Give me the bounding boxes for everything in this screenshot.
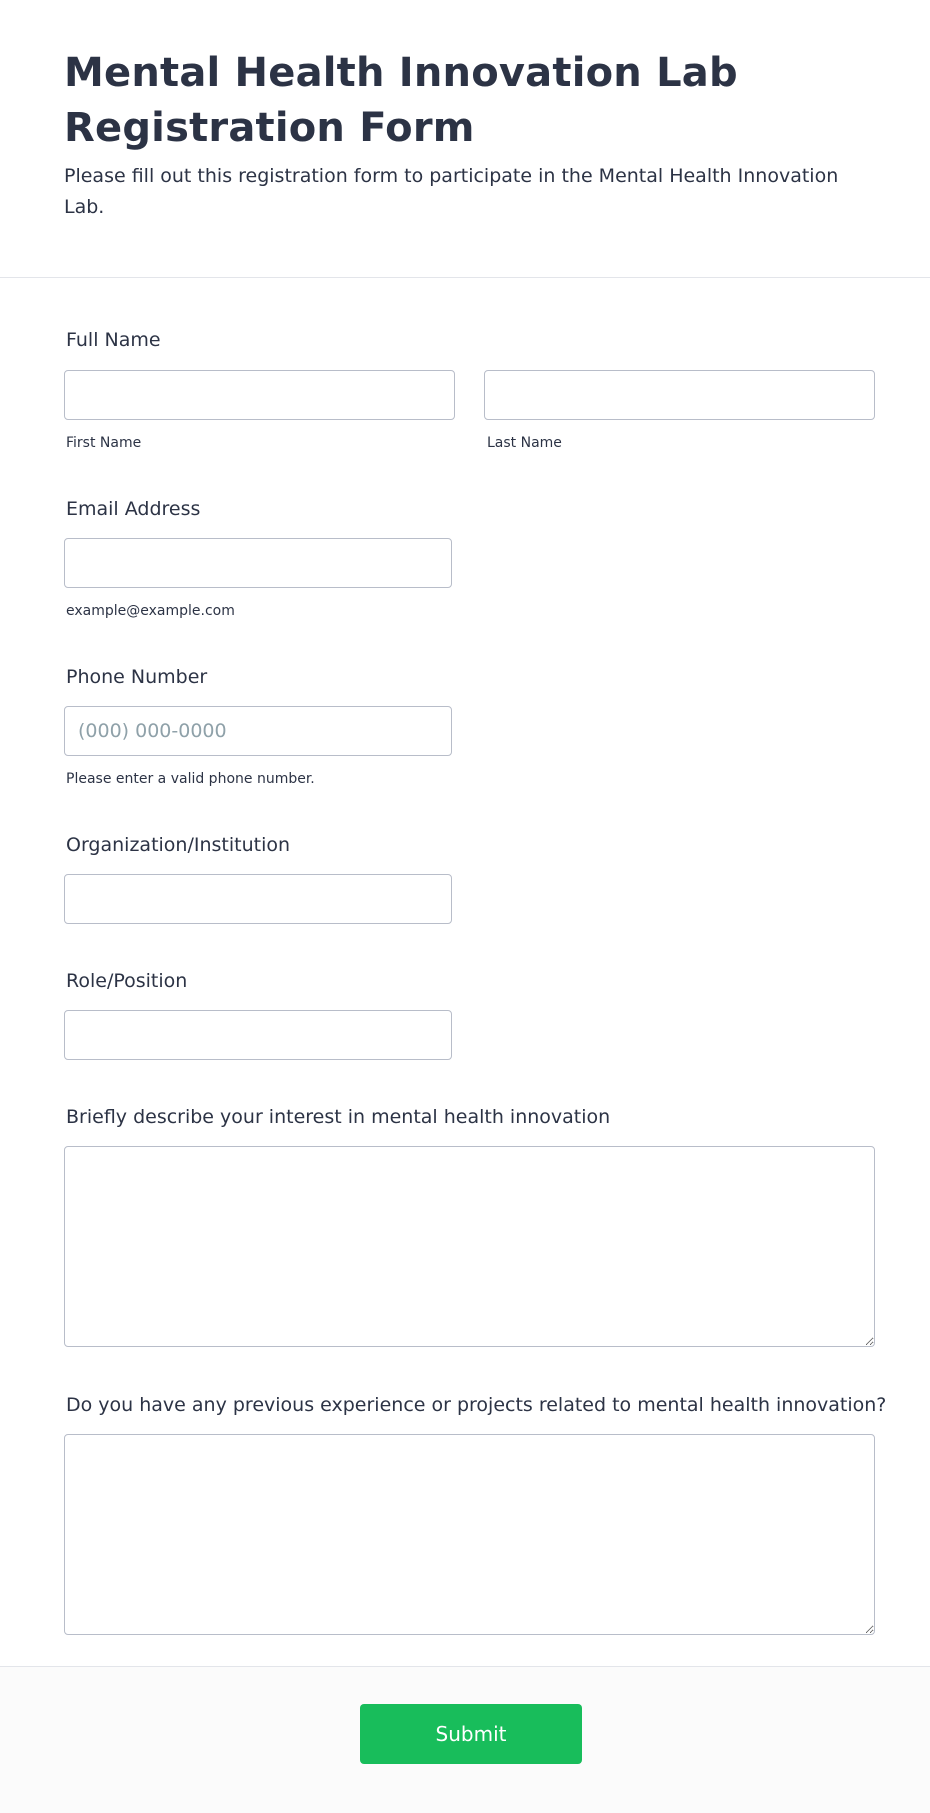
first-name-sublabel: First Name [66, 435, 142, 451]
organization-label: Organization/Institution [66, 834, 291, 856]
role-input[interactable] [64, 1010, 452, 1060]
first-name-input[interactable] [64, 370, 455, 420]
email-input[interactable] [64, 538, 452, 588]
experience-textarea[interactable] [64, 1434, 875, 1635]
full-name-label: Full Name [66, 329, 161, 351]
phone-label: Phone Number [66, 666, 208, 688]
phone-input[interactable] [64, 706, 452, 756]
page-title: Mental Health Innovation Lab Registration Form [64, 50, 738, 151]
organization-input[interactable] [64, 874, 452, 924]
interest-textarea[interactable] [64, 1146, 875, 1347]
interest-label: Briefly describe your interest in mental health innovation [66, 1106, 611, 1128]
role-label: Role/Position [66, 970, 188, 992]
email-sublabel: example@example.com [66, 603, 235, 619]
footer-divider [0, 1666, 930, 1667]
last-name-input[interactable] [484, 370, 875, 420]
page-subtitle: Please fill out this registration form to participate in the Mental Health Innovation Lab. [64, 165, 839, 218]
submit-button[interactable]: Submit [360, 1704, 582, 1764]
last-name-sublabel: Last Name [487, 435, 562, 451]
email-label: Email Address [66, 498, 201, 520]
experience-label: Do you have any previous experience or projects related to mental health innovation? [66, 1394, 887, 1416]
header-divider [0, 277, 930, 278]
form-header [64, 46, 874, 223]
phone-sublabel: Please enter a valid phone number. [66, 771, 315, 787]
